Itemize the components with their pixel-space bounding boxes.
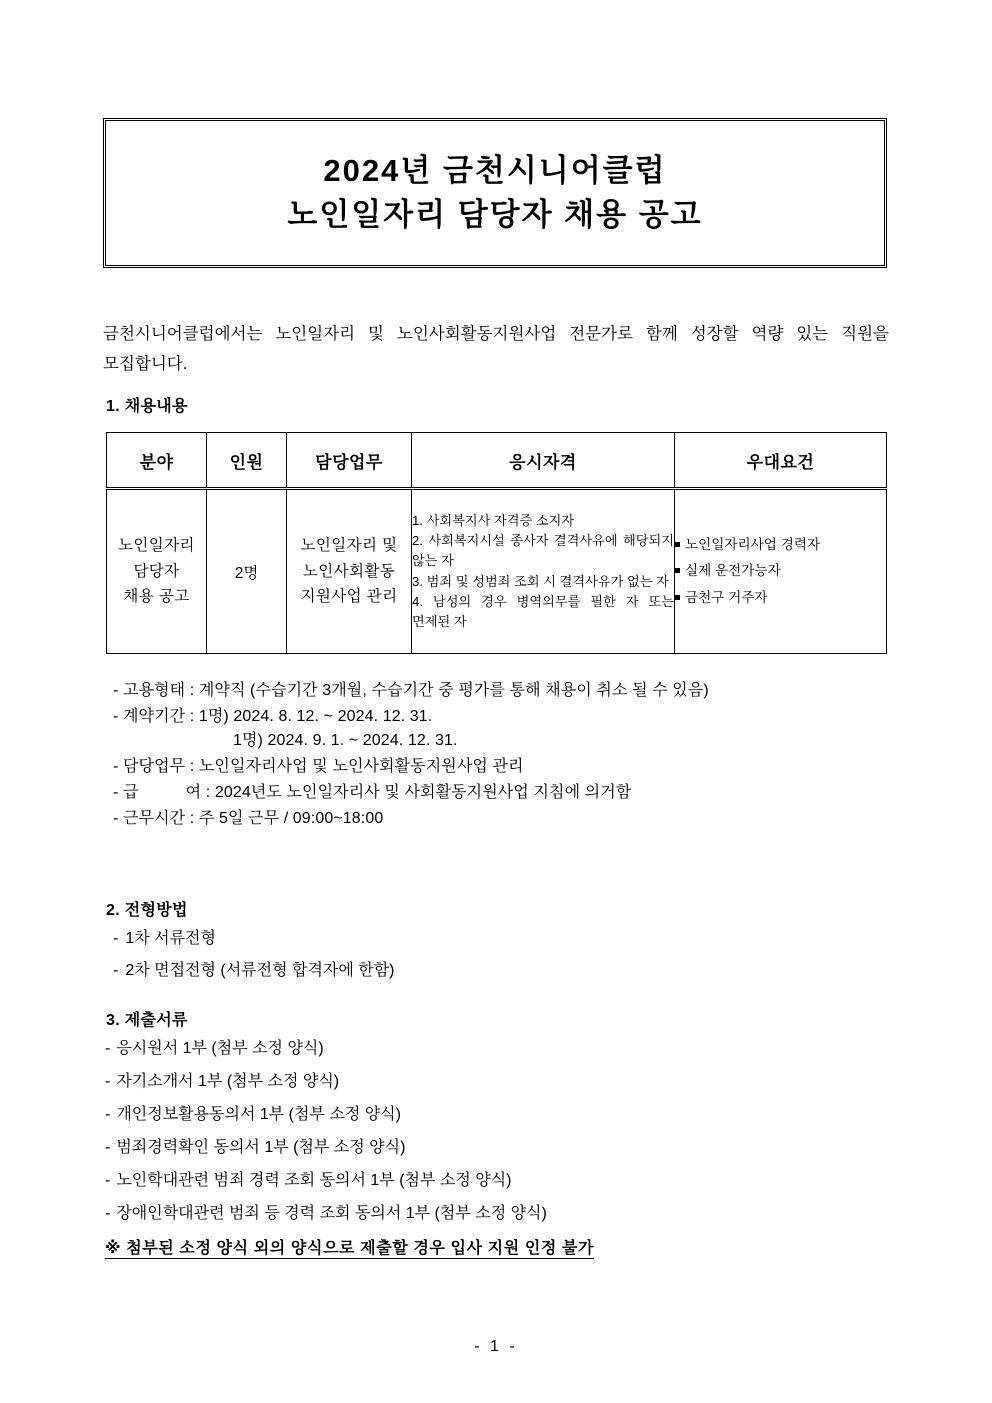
detail-salary-label-a: - 급 — [113, 784, 139, 801]
section-2-heading: 2. 전형방법 — [106, 902, 188, 919]
cell-preference — [675, 489, 887, 654]
document-item-3-label: 개인정보활용동의서 1부 (첨부 소정 양식) — [116, 1106, 401, 1123]
square-bullet-icon — [675, 595, 680, 600]
table-header-count: 인원 — [207, 433, 287, 489]
detail-working-hours — [113, 811, 903, 827]
detail-employment-type-value: 계약직 (수습기간 3개월, 수습기간 중 평가를 통해 채용이 취소 될 수 있음) — [198, 682, 709, 699]
document-item-2-label: 자기소개서 1부 (첨부 소정 양식) — [116, 1073, 340, 1090]
cell-duty — [287, 489, 412, 654]
required-documents-list — [105, 1035, 600, 1258]
cell-count: 2명 — [207, 489, 287, 654]
detail-hours-value: 주 5일 근무 / 09:00~18:00 — [198, 810, 384, 827]
preference-item-1-label: 노인일자리사업 경력자 — [685, 536, 821, 552]
employment-details-list — [113, 683, 903, 837]
section-3-heading: 3. 제출서류 — [106, 1012, 188, 1029]
cell-field-line-2: 담당자 — [133, 562, 180, 580]
cell-field-line-1: 노인일자리 — [118, 537, 195, 555]
detail-contract-period — [113, 709, 903, 725]
detail-contract-line-1: 1명) 2024. 8. 12. ~ 2024. 12. 31. — [198, 708, 433, 725]
section-1-heading: 1. 채용내용 — [106, 398, 188, 415]
qualification-item-4: 4. 남성의 경우 병역의무를 필한 자 또는 면제된 자 — [412, 593, 674, 629]
table-row — [107, 489, 887, 654]
dash-bullet-icon: - — [105, 1073, 111, 1090]
recruitment-table-wrapper — [106, 432, 886, 654]
document-item-1-label: 응시원서 1부 (첨부 소정 양식) — [116, 1040, 324, 1057]
table-header-qual: 응시자격 — [412, 433, 675, 489]
square-bullet-icon — [675, 542, 680, 547]
qualification-item-1: 1. 사회복지사 자격증 소지자 — [412, 513, 575, 529]
recruitment-table — [106, 432, 887, 654]
cell-duty-line-3: 지원사업 관리 — [300, 588, 398, 606]
table-header-pref: 우대요건 — [675, 433, 887, 489]
cell-field-line-3: 채용 공고 — [123, 588, 190, 606]
square-bullet-icon — [675, 568, 680, 573]
preference-item-2-label: 실제 운전가능자 — [685, 563, 781, 579]
preference-item-3 — [675, 585, 886, 612]
preference-item-1 — [675, 532, 886, 559]
table-header-row — [107, 433, 887, 489]
detail-duty-label: - 담당업무 : — [113, 758, 195, 775]
detail-duty — [113, 759, 903, 775]
dash-bullet-icon: - — [113, 930, 119, 947]
document-item-3 — [105, 1101, 600, 1124]
cell-field — [107, 489, 207, 654]
detail-hours-label: - 근무시간 : — [113, 810, 195, 827]
document-item-5-label: 노인학대관련 범죄 경력 조회 동의서 1부 (첨부 소정 양식) — [116, 1172, 512, 1189]
selection-item-2 — [113, 957, 395, 980]
detail-employment-type — [113, 683, 903, 699]
cell-qualification — [412, 489, 675, 654]
selection-item-2-label: 2차 면접전형 (서류전형 합격자에 한함) — [125, 962, 395, 979]
document-item-2 — [105, 1068, 600, 1091]
dash-bullet-icon: - — [105, 1139, 111, 1156]
table-header-field: 분야 — [107, 433, 207, 489]
selection-item-1-label: 1차 서류전형 — [125, 930, 216, 947]
dash-bullet-icon: - — [105, 1040, 111, 1057]
document-item-6-label: 장애인학대관련 범죄 등 경력 조회 동의서 1부 (첨부 소정 양식) — [116, 1205, 547, 1222]
detail-salary-label-b: 여 : — [185, 784, 211, 801]
title-line-2: 노인일자리 담당자 채용 공고 — [287, 197, 703, 232]
detail-salary-value: 2024년도 노인일자리사 및 사회활동지원사업 지침에 의거함 — [214, 784, 632, 801]
cell-duty-line-1: 노인일자리 및 — [300, 537, 398, 555]
qualification-item-2: 2. 사회복지시설 종사자 결격사유에 해당되지 않는 자 — [412, 533, 674, 569]
dash-bullet-icon: - — [105, 1106, 111, 1123]
detail-employment-type-label: - 고용형태 : — [113, 682, 195, 699]
detail-contract-line-2: 1명) 2024. 9. 1. ~ 2024. 12. 31. — [233, 732, 458, 749]
cell-duty-line-2: 노인사회활동 — [302, 562, 396, 580]
preference-item-2 — [675, 558, 886, 585]
intro-paragraph: 금천시니어클럽에서는 노인일자리 및 노인사회활동지원사업 전문가로 함께 성장할 역량 있는 직원을 모집합니다. — [103, 324, 889, 374]
submission-notice: ※ 첨부된 소정 양식 외의 양식으로 제출할 경우 입사 지원 인정 불가 — [105, 1240, 595, 1257]
dash-bullet-icon: - — [105, 1205, 111, 1222]
document-item-4-label: 범죄경력확인 동의서 1부 (첨부 소정 양식) — [116, 1139, 406, 1156]
preference-item-3-label: 금천구 거주자 — [685, 589, 768, 605]
selection-item-1 — [113, 925, 395, 948]
detail-contract-label: - 계약기간 : — [113, 708, 195, 725]
document-item-5 — [105, 1167, 600, 1190]
dash-bullet-icon: - — [105, 1172, 111, 1189]
dash-bullet-icon: - — [113, 962, 119, 979]
title-box — [103, 118, 887, 268]
detail-salary — [113, 785, 903, 801]
table-header-duty: 담당업무 — [287, 433, 412, 489]
detail-duty-value: 노인일자리사업 및 노인사회활동지원사업 관리 — [198, 758, 524, 775]
detail-contract-period-2 — [113, 733, 903, 749]
title-line-1: 2024년 금천시니어클럽 — [323, 152, 667, 188]
page-number: - 1 - — [474, 1338, 518, 1355]
selection-method-list — [113, 925, 395, 989]
qualification-item-3: 3. 범죄 및 성범죄 조회 시 결격사유가 없는 자 — [412, 573, 669, 589]
document-item-1 — [105, 1035, 600, 1058]
document-item-6 — [105, 1200, 600, 1223]
document-item-4 — [105, 1134, 600, 1157]
